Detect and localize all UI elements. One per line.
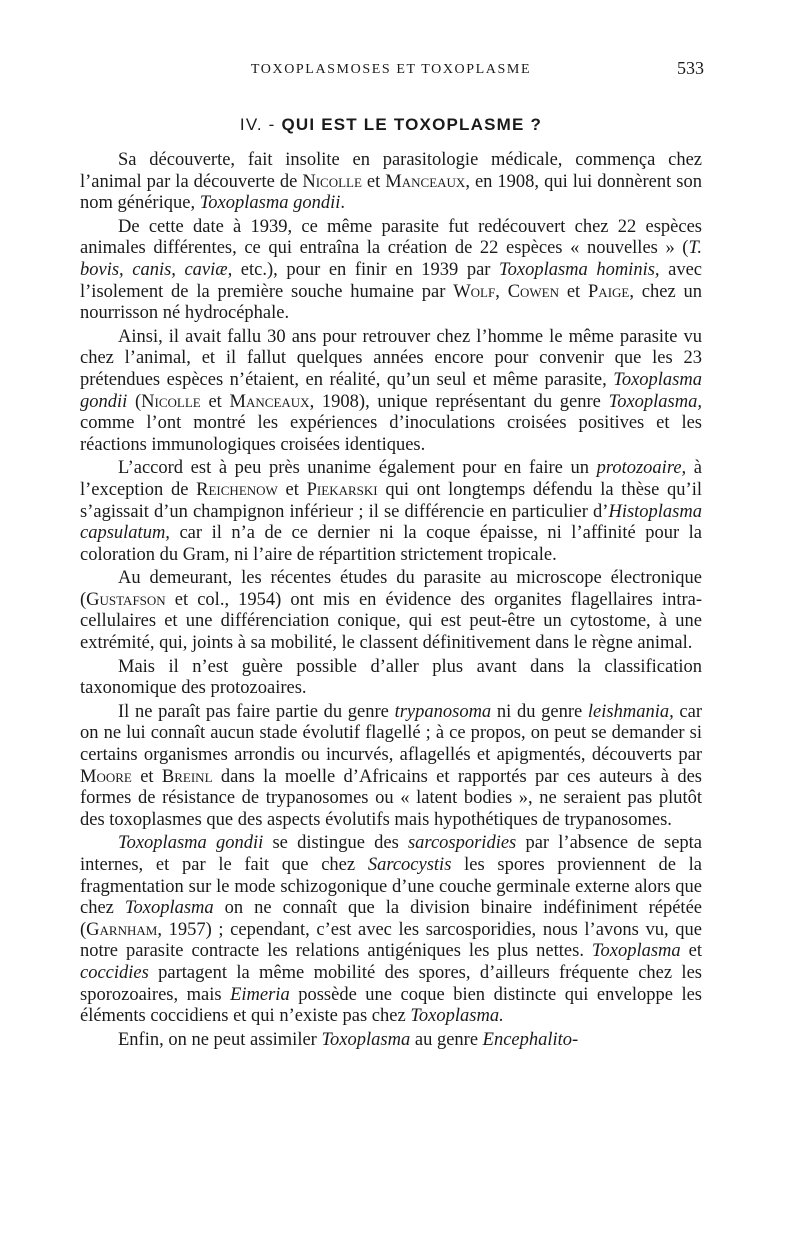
paragraph-1: Sa découverte, fait insolite en parasitologie médicale, commença chez l’animal par la découverte de Nicolle et Manceaux, en 1908, qui lui donnèrent son nom générique, Toxoplasma gondii. [80, 150, 702, 214]
paragraph-6: Mais il n’est guère possible d’aller plus avant dans la classification taxonomique des protozoaires. [80, 656, 702, 699]
page-number: 533 [677, 58, 704, 78]
paragraph-9: Enfin, on ne peut assimiler Toxoplasma au genre Encephalito- [118, 1029, 579, 1050]
paragraph-5: Au demeurant, les récentes études du parasite au microscope électronique (Gustafson et col., 1954) ont mis en évidence des organites flagellaires intra-cellulaires et une différenciation conique, qui est peut-être un cytostome, à une extrémité, qui, joints à sa mobilité, le classent définitivement dans le règne animal. [80, 568, 702, 654]
paragraph-2: De cette date à 1939, ce même parasite fut redécouvert chez 22 espèces animales différentes, ce qui entraîna la création de 22 espèces « nouvelles » (T. bovis, canis, caviæ, etc.), pour en finir en 1939 par Toxoplasma hominis, avec l’isolement de la première souche humaine par Wolf, Cowen et Paige, chez un nourrisson né hydrocéphale. [80, 216, 703, 324]
paragraph-4: L’accord est à peu près unanime également pour en faire un protozoaire, à l’exception de Reichenow et Piekarski qui ont longtemps défendu la thèse qu’il s’agissait d’un champignon inférieur ; il se différencie en particulier d’Histoplasma capsulatum, car il n’a de ce dernier ni la coque épaisse, ni l’affinité pour la coloration du Gram, ni l’aire de répartition strictement tropicale. [80, 458, 702, 565]
paragraph-8: Toxoplasma gondii se distingue des sarcosporidies par l’absence de septa internes, et par le fait que chez Sarcocystis les spores proviennent de la fragmentation sur le mode schizogonique d’une couche germinale externe alors que chez Toxoplasma on ne connaît que la division binaire indéfiniment répétée (Garnham, 1957) ; cependant, c’est avec les sarcosporidies, nous l’avons vu, que notre parasite contracte les relations antigéniques les plus nettes. Toxoplasma et coccidies partagent la même mobilité des spores, d’ailleurs fréquente chez les sporozoaires, mais Eimeria possède une coque bien distincte qui enveloppe les éléments coccidiens et qui n’existe pas chez Toxoplasma. [80, 833, 703, 1027]
paragraph-3: Ainsi, il avait fallu 30 ans pour retrouver chez l’homme le même parasite vu chez l’animal, et il fallut quelques années encore pour convenir que les 23 prétendues espèces n’étaient, en réalité, qu’un seul et même parasite, Toxoplasma gondii (Nicolle et Manceaux, 1908), unique représentant du genre Toxoplasma, comme l’ont montré les expériences d’inoculations croisées positives et les réactions immunologiques croisées identiques. [80, 326, 702, 455]
section-number: IV. - [239, 115, 276, 134]
body-text [80, 150, 702, 1053]
paragraph-7: Il ne paraît pas faire partie du genre trypanosoma ni du genre leishmania, car on ne lui connaît aucun stade évolutif flagellé ; à ce propos, on peut se demander si certains organismes arrondis ou incurvés, aflagellés et apigmentés, découverts par Moore et Breinl dans la moelle d’Africains et rapportés par ces auteurs à des formes de résistance de trypanosomes ou « latent bodies », ne seraient pas plutôt des toxoplasmes que des aspects évolutifs mais hypothétiques de trypanosomes. [80, 701, 702, 830]
section-title: QUI EST LE TOXOPLASME ? [281, 115, 543, 134]
section-heading [80, 115, 702, 135]
running-head: TOXOPLASMOSES ET TOXOPLASME [250, 62, 532, 77]
